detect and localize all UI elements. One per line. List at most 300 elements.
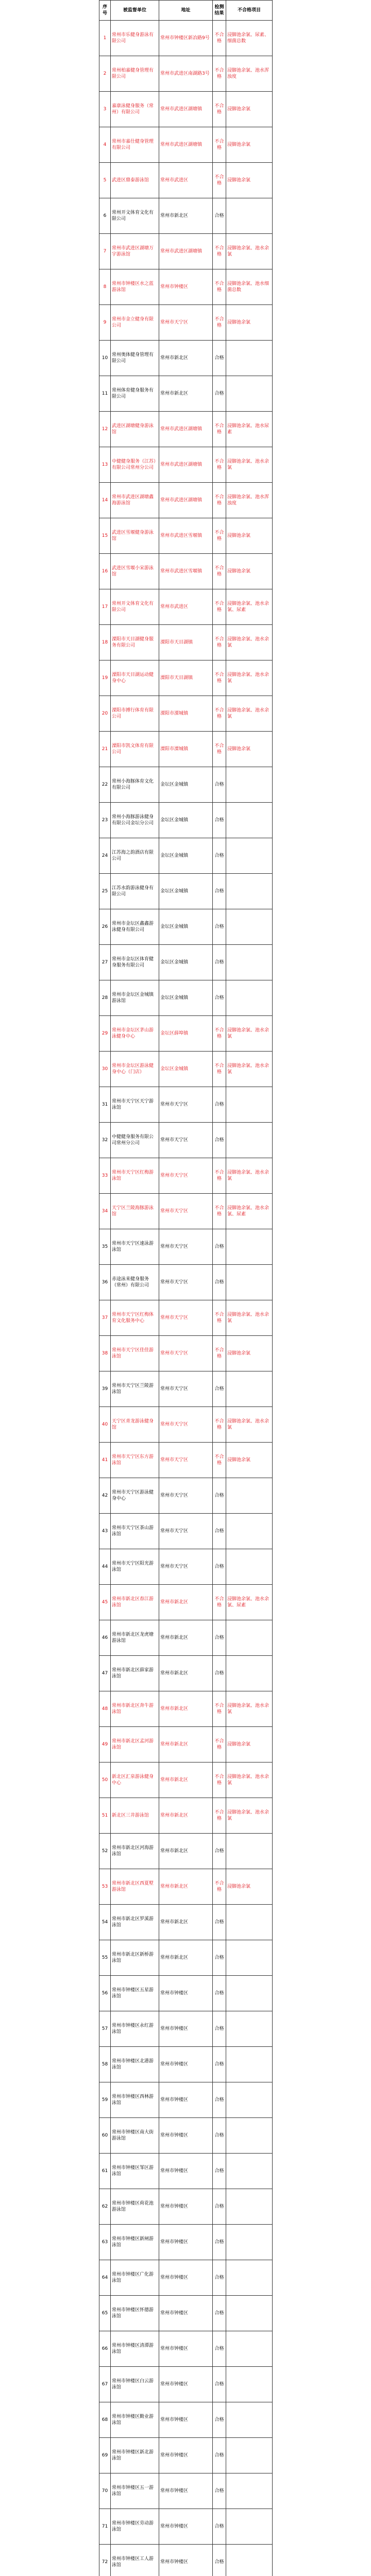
cell-item: 浸脚池余氯、池水余氯、尿素 xyxy=(226,1194,273,1229)
cell-address: 常州市钟楼区 xyxy=(159,2082,213,2118)
cell-address: 常州市新北区 xyxy=(159,1762,213,1798)
cell-item xyxy=(226,767,273,803)
cell-no: 45 xyxy=(99,1585,111,1620)
cell-no: 10 xyxy=(99,341,111,376)
cell-item xyxy=(226,2118,273,2154)
cell-result: 不合格 xyxy=(213,483,226,518)
table-row xyxy=(99,1087,273,1123)
cell-result: 不合格 xyxy=(213,1727,226,1762)
cell-result: 合格 xyxy=(213,874,226,909)
table-row xyxy=(99,1762,273,1798)
cell-result: 不合格 xyxy=(213,412,226,447)
cell-result: 合格 xyxy=(213,1229,226,1265)
cell-unit: 常州市钟楼区五一游泳馆 xyxy=(111,2473,159,2509)
cell-address: 金坛区金城镇 xyxy=(159,803,213,838)
cell-result: 合格 xyxy=(213,2545,226,2576)
cell-unit: 天宁区兰陵海豚游泳馆 xyxy=(111,1194,159,1229)
cell-result: 不合格 xyxy=(213,554,226,589)
cell-item xyxy=(226,376,273,412)
header-no: 序号 xyxy=(99,1,111,21)
cell-unit: 常州市新北区薛家游泳馆 xyxy=(111,1656,159,1691)
cell-item: 浸脚池余氯、池水浑浊度 xyxy=(226,483,273,518)
cell-item: 浸脚池余氯、池水余氯、尿素 xyxy=(226,589,273,625)
cell-result: 不合格 xyxy=(213,1016,226,1052)
cell-no: 46 xyxy=(99,1620,111,1656)
cell-item xyxy=(226,2189,273,2225)
header-address: 地址 xyxy=(159,1,213,21)
table-row xyxy=(99,874,273,909)
cell-no: 7 xyxy=(99,234,111,269)
table-row xyxy=(99,234,273,269)
cell-unit: 常州市钟楼区勤业游泳馆 xyxy=(111,2402,159,2438)
table-row xyxy=(99,163,273,198)
cell-address: 常州市天宁区 xyxy=(159,1443,213,1478)
cell-address: 常州市天宁区 xyxy=(159,1371,213,1407)
cell-item xyxy=(226,838,273,874)
cell-no: 16 xyxy=(99,554,111,589)
cell-item: 浸脚池余氯 xyxy=(226,1336,273,1371)
cell-item xyxy=(226,2225,273,2260)
cell-address: 常州市新北区 xyxy=(159,341,213,376)
table-header-row xyxy=(99,1,273,21)
cell-item xyxy=(226,2402,273,2438)
table-row xyxy=(99,2047,273,2082)
cell-unit: 常州市金坛区游泳健身中心（门店） xyxy=(111,1052,159,1087)
table-row xyxy=(99,803,273,838)
cell-no: 23 xyxy=(99,803,111,838)
cell-result: 合格 xyxy=(213,1514,226,1549)
cell-result: 合格 xyxy=(213,376,226,412)
cell-no: 6 xyxy=(99,198,111,234)
cell-no: 54 xyxy=(99,1905,111,1940)
cell-no: 48 xyxy=(99,1691,111,1727)
cell-no: 30 xyxy=(99,1052,111,1087)
cell-unit: 武进区鼎泰游泳馆 xyxy=(111,163,159,198)
table-row xyxy=(99,2367,273,2402)
cell-result: 合格 xyxy=(213,1940,226,1976)
cell-item xyxy=(226,2260,273,2296)
cell-address: 常州市新北区 xyxy=(159,1585,213,1620)
cell-address: 常州市钟楼区 xyxy=(159,269,213,305)
table-row xyxy=(99,696,273,732)
cell-no: 1 xyxy=(99,21,111,56)
cell-item: 浸脚池余氯 xyxy=(226,163,273,198)
cell-item xyxy=(226,2509,273,2545)
cell-result: 合格 xyxy=(213,1371,226,1407)
table-row xyxy=(99,2438,273,2473)
cell-unit: 新北区三井游泳馆 xyxy=(111,1798,159,1834)
cell-result: 不合格 xyxy=(213,1194,226,1229)
cell-result: 合格 xyxy=(213,2296,226,2331)
table-row xyxy=(99,589,273,625)
cell-no: 3 xyxy=(99,92,111,127)
cell-unit: 嘉康泳健身服务（常州）有限公司 xyxy=(111,92,159,127)
cell-item xyxy=(226,1976,273,2011)
cell-unit: 常州市新北区孟河游泳馆 xyxy=(111,1727,159,1762)
cell-address: 金坛区薛埠镇 xyxy=(159,1016,213,1052)
cell-result: 不合格 xyxy=(213,1407,226,1443)
cell-address: 溧阳市溧城镇 xyxy=(159,696,213,732)
cell-item xyxy=(226,803,273,838)
cell-unit: 常州市钟楼区怀德游泳馆 xyxy=(111,2296,159,2331)
cell-item: 浸脚池余氯、池水余氯 xyxy=(226,1158,273,1194)
cell-result: 合格 xyxy=(213,2331,226,2367)
cell-result: 不合格 xyxy=(213,1585,226,1620)
cell-item: 浸脚池余氯、池水余氯、尿素 xyxy=(226,1585,273,1620)
table-row xyxy=(99,412,273,447)
cell-unit: 常州市嘉仕健身管理有限公司 xyxy=(111,127,159,163)
cell-result: 不合格 xyxy=(213,1158,226,1194)
cell-unit: 常州市钟楼区新闸游泳馆 xyxy=(111,2225,159,2260)
cell-result: 合格 xyxy=(213,909,226,945)
cell-item xyxy=(226,2011,273,2047)
cell-unit: 常州市钟楼区清潭游泳馆 xyxy=(111,2331,159,2367)
cell-item xyxy=(226,2367,273,2402)
cell-result: 不合格 xyxy=(213,56,226,92)
cell-item: 浸脚池余氯、池水余氯 xyxy=(226,696,273,732)
table-row xyxy=(99,1336,273,1371)
cell-unit: 常州市钟楼区西林游泳馆 xyxy=(111,2082,159,2118)
cell-result: 合格 xyxy=(213,1549,226,1585)
cell-address: 常州市钟楼区 xyxy=(159,2331,213,2367)
cell-unit: 武进区雪堰小宋游泳馆 xyxy=(111,554,159,589)
cell-address: 常州市天宁区 xyxy=(159,1336,213,1371)
cell-item: 浸脚池余氯、池水余氯 xyxy=(226,1762,273,1798)
cell-no: 51 xyxy=(99,1798,111,1834)
header-unit: 被监督单位 xyxy=(111,1,159,21)
table-row xyxy=(99,1443,273,1478)
cell-result: 不合格 xyxy=(213,1798,226,1834)
cell-address: 常州市天宁区 xyxy=(159,1123,213,1158)
cell-item: 浸脚池余氯 xyxy=(226,1443,273,1478)
cell-address: 常州市新北区 xyxy=(159,1691,213,1727)
cell-unit: 常州市武进区湖塘鑫海游泳馆 xyxy=(111,483,159,518)
cell-address: 金坛区金城镇 xyxy=(159,874,213,909)
cell-no: 11 xyxy=(99,376,111,412)
cell-no: 65 xyxy=(99,2296,111,2331)
cell-address: 金坛区金城镇 xyxy=(159,945,213,980)
cell-unit: 常州市武进区湖塘万宇游泳馆 xyxy=(111,234,159,269)
cell-no: 52 xyxy=(99,1834,111,1869)
cell-item xyxy=(226,1229,273,1265)
cell-address: 常州市天宁区 xyxy=(159,1514,213,1549)
cell-unit: 常州市钟楼区北港游泳馆 xyxy=(111,2047,159,2082)
cell-item: 浸脚池余氯 xyxy=(226,732,273,767)
table-row xyxy=(99,127,273,163)
cell-address: 常州市新北区 xyxy=(159,1620,213,1656)
table-row xyxy=(99,2011,273,2047)
cell-no: 56 xyxy=(99,1976,111,2011)
cell-result: 合格 xyxy=(213,767,226,803)
cell-item xyxy=(226,2545,273,2576)
cell-no: 61 xyxy=(99,2154,111,2189)
cell-result: 合格 xyxy=(213,2438,226,2473)
cell-result: 合格 xyxy=(213,1834,226,1869)
cell-result: 不合格 xyxy=(213,696,226,732)
table-row xyxy=(99,1123,273,1158)
table-row xyxy=(99,660,273,696)
cell-no: 59 xyxy=(99,2082,111,2118)
cell-unit: 常州市天宁区兰陵游泳馆 xyxy=(111,1371,159,1407)
table-row xyxy=(99,2402,273,2438)
cell-result: 不合格 xyxy=(213,305,226,341)
cell-no: 18 xyxy=(99,625,111,660)
cell-no: 38 xyxy=(99,1336,111,1371)
cell-no: 67 xyxy=(99,2367,111,2402)
cell-no: 44 xyxy=(99,1549,111,1585)
cell-item: 浸脚池余氯 xyxy=(226,92,273,127)
table-row xyxy=(99,447,273,483)
cell-address: 金坛区金城镇 xyxy=(159,1052,213,1087)
cell-unit: 常州市新北区奔牛游泳馆 xyxy=(111,1691,159,1727)
cell-unit: 江苏海之韵酒店有限公司 xyxy=(111,838,159,874)
cell-no: 28 xyxy=(99,980,111,1016)
cell-result: 合格 xyxy=(213,1620,226,1656)
cell-no: 22 xyxy=(99,767,111,803)
cell-address: 常州市钟楼区新冶路9号 xyxy=(159,21,213,56)
table-row xyxy=(99,625,273,660)
cell-item xyxy=(226,1905,273,1940)
cell-address: 常州市天宁区 xyxy=(159,1478,213,1514)
cell-no: 32 xyxy=(99,1123,111,1158)
table-row xyxy=(99,554,273,589)
cell-no: 15 xyxy=(99,518,111,554)
cell-no: 70 xyxy=(99,2473,111,2509)
cell-result: 合格 xyxy=(213,2154,226,2189)
cell-address: 常州市天宁区 xyxy=(159,1087,213,1123)
cell-result: 不合格 xyxy=(213,589,226,625)
cell-address: 常州市天宁区 xyxy=(159,1229,213,1265)
table-row xyxy=(99,2118,273,2154)
cell-unit: 常州市乐健身游泳有限公司 xyxy=(111,21,159,56)
cell-address: 常州市新北区 xyxy=(159,1940,213,1976)
cell-no: 55 xyxy=(99,1940,111,1976)
cell-no: 41 xyxy=(99,1443,111,1478)
cell-no: 68 xyxy=(99,2402,111,2438)
table-row xyxy=(99,56,273,92)
cell-address: 常州市天宁区 xyxy=(159,1407,213,1443)
cell-unit: 溧阳市天目湖健身服务有限公司 xyxy=(111,625,159,660)
cell-address: 常州市武进区湖塘镇 xyxy=(159,412,213,447)
cell-no: 14 xyxy=(99,483,111,518)
table-row xyxy=(99,518,273,554)
cell-item xyxy=(226,1514,273,1549)
cell-item: 浸脚池余氯 xyxy=(226,305,273,341)
table-row xyxy=(99,838,273,874)
table-row xyxy=(99,2189,273,2225)
cell-result: 合格 xyxy=(213,198,226,234)
table-row xyxy=(99,767,273,803)
cell-address: 金坛区金城镇 xyxy=(159,767,213,803)
table-row xyxy=(99,269,273,305)
cell-address: 常州市武进区 xyxy=(159,163,213,198)
cell-unit: 常州市新北区罗溪游泳馆 xyxy=(111,1905,159,1940)
cell-no: 43 xyxy=(99,1514,111,1549)
cell-no: 12 xyxy=(99,412,111,447)
cell-address: 常州市天宁区 xyxy=(159,1194,213,1229)
table-row xyxy=(99,198,273,234)
cell-item: 浸脚池余氯、池水余氯 xyxy=(226,625,273,660)
table-row xyxy=(99,2260,273,2296)
cell-result: 不合格 xyxy=(213,1336,226,1371)
cell-no: 19 xyxy=(99,660,111,696)
cell-item: 浸脚池余氯、池水余氯 xyxy=(226,234,273,269)
cell-unit: 中健健身服务有限公司常州分公司 xyxy=(111,1123,159,1158)
cell-item xyxy=(226,2438,273,2473)
table-row xyxy=(99,2545,273,2576)
cell-unit: 常州市新北区春江游泳馆 xyxy=(111,1585,159,1620)
cell-unit: 新北区汇泉游泳健身中心 xyxy=(111,1762,159,1798)
table-row xyxy=(99,732,273,767)
cell-unit: 常州市钟楼区邹区游泳馆 xyxy=(111,2154,159,2189)
cell-result: 合格 xyxy=(213,1976,226,2011)
cell-no: 33 xyxy=(99,1158,111,1194)
cell-result: 合格 xyxy=(213,2225,226,2260)
cell-item xyxy=(226,1478,273,1514)
cell-no: 40 xyxy=(99,1407,111,1443)
cell-address: 常州市新北区 xyxy=(159,376,213,412)
cell-unit: 溧阳市凯文体育有限公司 xyxy=(111,732,159,767)
table-row xyxy=(99,483,273,518)
cell-item xyxy=(226,2154,273,2189)
cell-unit: 常州市钟楼区工人游泳馆 xyxy=(111,2545,159,2576)
cell-item: 浸脚池余氯 xyxy=(226,1727,273,1762)
cell-address: 常州市武进区湖塘镇 xyxy=(159,92,213,127)
cell-address: 溧阳市天目湖镇 xyxy=(159,660,213,696)
cell-address: 常州市天宁区 xyxy=(159,1300,213,1336)
cell-item: 浸脚池余氯 xyxy=(226,1869,273,1905)
cell-item: 浸脚池余氯、池水尿素 xyxy=(226,412,273,447)
cell-result: 合格 xyxy=(213,2118,226,2154)
cell-address: 常州市钟楼区 xyxy=(159,2402,213,2438)
cell-address: 常州市武进区南湖路3号 xyxy=(159,56,213,92)
cell-result: 不合格 xyxy=(213,1443,226,1478)
table-body xyxy=(99,21,273,2576)
cell-address: 常州市武进区雪堰镇 xyxy=(159,554,213,589)
table-row xyxy=(99,1656,273,1691)
cell-item: 浸脚池余氯、尿素、细菌总数 xyxy=(226,21,273,56)
cell-unit: 常州市钟楼区白云游泳馆 xyxy=(111,2367,159,2402)
cell-item xyxy=(226,2296,273,2331)
cell-unit: 常州开文体育文化有限公司 xyxy=(111,589,159,625)
table-row xyxy=(99,2331,273,2367)
cell-unit: 常州市金坛区体育健身服务有限公司 xyxy=(111,945,159,980)
cell-unit: 常州小海豚体育文化有限公司 xyxy=(111,767,159,803)
cell-no: 60 xyxy=(99,2118,111,2154)
cell-address: 常州市武进区湖塘镇 xyxy=(159,447,213,483)
table-row xyxy=(99,909,273,945)
cell-unit: 武进区湖塘健身游泳馆 xyxy=(111,412,159,447)
table-row xyxy=(99,2154,273,2189)
table-row xyxy=(99,980,273,1016)
cell-no: 36 xyxy=(99,1265,111,1300)
cell-unit: 常州小海豚游泳健身有限公司金坛分公司 xyxy=(111,803,159,838)
cell-result: 合格 xyxy=(213,1123,226,1158)
cell-unit: 常州市天宁区游泳健身中心 xyxy=(111,1478,159,1514)
cell-unit: 常州市新北区西夏墅游泳馆 xyxy=(111,1869,159,1905)
cell-address: 常州市钟楼区 xyxy=(159,2047,213,2082)
cell-unit: 常州市钟楼区南大街游泳馆 xyxy=(111,2118,159,2154)
cell-no: 35 xyxy=(99,1229,111,1265)
cell-address: 常州市钟楼区 xyxy=(159,2260,213,2296)
table-row xyxy=(99,1976,273,2011)
cell-no: 58 xyxy=(99,2047,111,2082)
cell-no: 4 xyxy=(99,127,111,163)
table-row xyxy=(99,1727,273,1762)
table-row xyxy=(99,1265,273,1300)
cell-address: 常州市钟楼区 xyxy=(159,2545,213,2576)
cell-result: 不合格 xyxy=(213,1052,226,1087)
cell-result: 合格 xyxy=(213,838,226,874)
cell-result: 不合格 xyxy=(213,92,226,127)
cell-result: 合格 xyxy=(213,1905,226,1940)
cell-result: 不合格 xyxy=(213,518,226,554)
cell-unit: 常州市钟楼区新北游泳馆 xyxy=(111,2438,159,2473)
cell-address: 溧阳市溧城镇 xyxy=(159,732,213,767)
cell-item: 浸脚池余氯 xyxy=(226,518,273,554)
cell-address: 常州市钟楼区 xyxy=(159,2296,213,2331)
cell-address: 常州市钟楼区 xyxy=(159,2438,213,2473)
cell-result: 不合格 xyxy=(213,447,226,483)
cell-item: 浸脚池余氯、池水余氯 xyxy=(226,1691,273,1727)
cell-item xyxy=(226,341,273,376)
cell-result: 合格 xyxy=(213,1265,226,1300)
cell-unit: 常州市新北区龙虎塘游泳馆 xyxy=(111,1620,159,1656)
cell-result: 不合格 xyxy=(213,732,226,767)
cell-no: 8 xyxy=(99,269,111,305)
cell-no: 66 xyxy=(99,2331,111,2367)
cell-item: 浸脚池余氯、池水余氯 xyxy=(226,1798,273,1834)
cell-address: 常州市武进区 xyxy=(159,589,213,625)
cell-item xyxy=(226,874,273,909)
cell-unit: 常州开文体育文化有限公司 xyxy=(111,198,159,234)
table-row xyxy=(99,2509,273,2545)
cell-no: 47 xyxy=(99,1656,111,1691)
table-row xyxy=(99,2296,273,2331)
cell-unit: 常州市天宁区佳佳游泳馆 xyxy=(111,1336,159,1371)
cell-unit: 常州市新北区新桥游泳馆 xyxy=(111,1940,159,1976)
cell-result: 合格 xyxy=(213,1478,226,1514)
cell-address: 常州市钟楼区 xyxy=(159,2189,213,2225)
cell-address: 常州市新北区 xyxy=(159,1834,213,1869)
cell-address: 常州市新北区 xyxy=(159,1869,213,1905)
cell-address: 常州市钟楼区 xyxy=(159,2473,213,2509)
cell-item xyxy=(226,1549,273,1585)
cell-result: 合格 xyxy=(213,980,226,1016)
cell-no: 17 xyxy=(99,589,111,625)
cell-unit: 常州市钟楼区广化游泳馆 xyxy=(111,2260,159,2296)
cell-address: 常州市钟楼区 xyxy=(159,2225,213,2260)
cell-item: 浸脚池余氯、池水余氯 xyxy=(226,1300,273,1336)
cell-result: 不合格 xyxy=(213,1300,226,1336)
table-row xyxy=(99,1478,273,1514)
cell-result: 合格 xyxy=(213,2189,226,2225)
table-row xyxy=(99,1869,273,1905)
cell-item: 浸脚池余氯、池水余氯 xyxy=(226,447,273,483)
cell-item xyxy=(226,1940,273,1976)
cell-address: 常州市武进区湖塘镇 xyxy=(159,127,213,163)
cell-result: 不合格 xyxy=(213,21,226,56)
cell-unit: 常州市天宁区红梅体育文化服务中心 xyxy=(111,1300,159,1336)
cell-no: 50 xyxy=(99,1762,111,1798)
cell-no: 21 xyxy=(99,732,111,767)
table-row xyxy=(99,1514,273,1549)
cell-address: 金坛区金城镇 xyxy=(159,838,213,874)
cell-result: 不合格 xyxy=(213,269,226,305)
cell-address: 金坛区金城镇 xyxy=(159,980,213,1016)
cell-address: 常州市武进区雪堰镇 xyxy=(159,518,213,554)
table-row xyxy=(99,1158,273,1194)
